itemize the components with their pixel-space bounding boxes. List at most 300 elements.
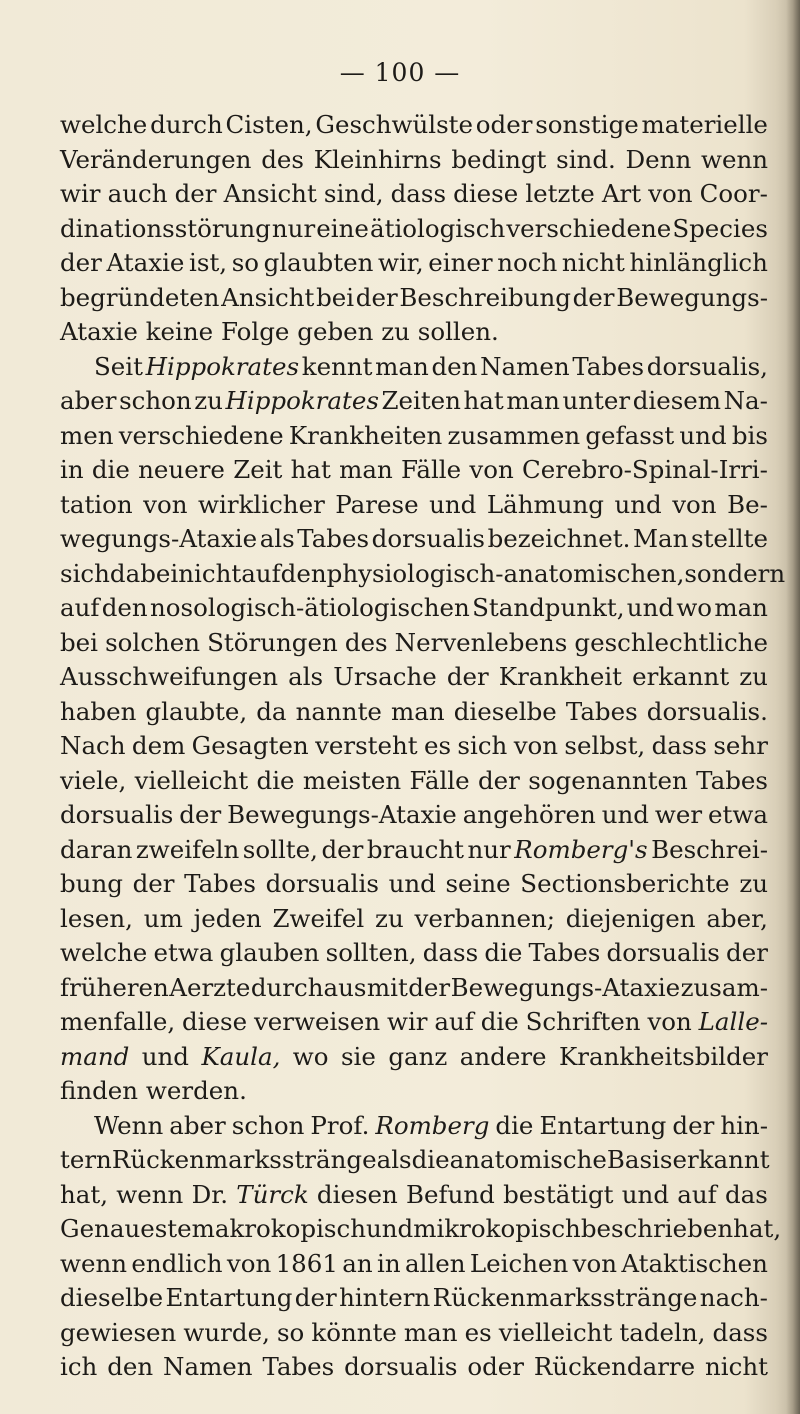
word: dieselbe [60, 1283, 164, 1312]
word: Tabes [297, 524, 370, 553]
word: selbst, [564, 731, 646, 760]
word: zu [739, 662, 768, 691]
word: Tabes [696, 765, 768, 795]
word: aber [169, 1110, 226, 1140]
italic-name: Hippokrates [225, 386, 379, 415]
word: unter [562, 386, 631, 415]
text-line [60, 419, 768, 454]
word: und [679, 420, 727, 450]
text-line [60, 936, 768, 971]
word: Zweifel [272, 903, 365, 933]
word: da [256, 696, 287, 726]
word: verschiedene [506, 213, 672, 243]
word: dinationsstörung [60, 213, 271, 243]
word: Beschrei- [651, 834, 768, 864]
word: Krankheitsbilder [558, 1041, 768, 1071]
text-line [60, 108, 768, 143]
word: von [647, 1007, 692, 1036]
word: hintern [339, 1283, 431, 1312]
word: diese [182, 1007, 248, 1036]
text-line [60, 1143, 768, 1178]
word: sehr [713, 731, 768, 760]
text-line [60, 384, 768, 419]
word: auf [241, 558, 281, 588]
word: wo [676, 593, 713, 622]
word: Bewegungs-Ataxie [450, 972, 681, 1002]
word: den [280, 558, 327, 588]
word: einer [428, 248, 493, 277]
word: zusam- [680, 972, 768, 1002]
text-line [60, 1316, 768, 1351]
word: mikrokopisch [413, 1214, 581, 1243]
text-line [60, 557, 786, 592]
word: Tabes [565, 696, 638, 726]
word: noch [497, 248, 558, 277]
word: sich [457, 731, 508, 760]
word: Befund [406, 1179, 495, 1209]
word: Nervenlebens [394, 627, 568, 657]
word: des [344, 627, 388, 657]
word: glauben [219, 938, 320, 967]
word: bei [60, 627, 99, 657]
word: Sectionsberichte [520, 869, 730, 898]
word: die [484, 938, 523, 967]
word: Ausschweifungen [60, 662, 279, 691]
word: anatomische [449, 1145, 607, 1174]
text-line [60, 1350, 768, 1385]
text-line [60, 177, 768, 212]
word: stellte [691, 524, 768, 553]
word: etwa [708, 800, 768, 829]
word: hat [463, 386, 504, 415]
word: der [572, 282, 615, 312]
word: glaubten [263, 248, 374, 277]
word: schon [231, 1110, 305, 1140]
word: dorsualis [344, 1352, 458, 1381]
word: menfalle, [60, 1007, 176, 1036]
text-line [60, 143, 768, 178]
text-line [60, 1178, 768, 1213]
word: der [477, 765, 520, 795]
word: Lähmung [486, 489, 604, 519]
word: vielleicht [134, 765, 249, 795]
text-line [60, 1109, 768, 1144]
word: Krankheiten [288, 420, 443, 450]
word: wer [654, 800, 703, 829]
word: schon [119, 386, 192, 415]
word: von [143, 489, 188, 519]
word: nicht [178, 558, 242, 588]
word: als [376, 1145, 412, 1174]
word: der [174, 179, 217, 208]
word: Veränderungen [60, 144, 252, 174]
text-line [60, 246, 768, 281]
word: dorsualis [606, 938, 720, 967]
word: dorsualis [265, 869, 379, 898]
word: Rückenmarksstränge [111, 1145, 377, 1174]
word: diesem [632, 386, 722, 415]
word: sind. [556, 144, 616, 174]
word: man [403, 1317, 458, 1347]
word: geben [297, 317, 374, 346]
word: tadeln, [619, 1317, 706, 1347]
word: solchen [105, 627, 201, 657]
text-line [60, 1074, 768, 1109]
word: von [513, 731, 559, 760]
word: dorsualis [371, 524, 485, 553]
word: endlich [131, 1248, 223, 1278]
word: der [321, 834, 364, 864]
word: um [143, 903, 183, 933]
word: Störungen [207, 627, 338, 657]
word: gefasst [585, 420, 675, 450]
italic-name: Lalle- [698, 1007, 768, 1036]
word: ich [60, 1352, 98, 1381]
word: finden [60, 1076, 139, 1105]
page-number: — 100 — [339, 58, 461, 87]
word: Folge [221, 317, 290, 346]
word: meisten [302, 765, 402, 795]
word: der [408, 972, 451, 1002]
word: glaubte, [145, 696, 248, 726]
word: sich [60, 558, 110, 588]
word: es [424, 731, 452, 760]
word: ätiologisch [370, 213, 506, 243]
italic-name: Romberg's [514, 834, 648, 864]
word: lesen, [60, 903, 133, 933]
word: 1861 [275, 1248, 338, 1278]
word: bis [731, 420, 768, 450]
word: die [480, 1007, 519, 1036]
word: dass [712, 1317, 768, 1347]
word: Cisten, [225, 110, 313, 139]
word: der [294, 1283, 337, 1312]
word: könnte [311, 1317, 397, 1347]
word: haben [60, 696, 137, 726]
word: ist, [189, 248, 228, 277]
word: aber [60, 386, 117, 415]
word: viele, [60, 765, 127, 795]
word: dem [131, 731, 186, 760]
word: Kleinhirns [313, 144, 442, 174]
word: Fälle [409, 765, 470, 795]
word: dabei [109, 558, 179, 588]
word: der [355, 282, 398, 312]
word: bung [60, 869, 123, 898]
word: auf [677, 1179, 717, 1209]
word: wenn [60, 1248, 128, 1278]
word: so [276, 1317, 305, 1347]
word: daran [60, 834, 133, 864]
word: Namen [163, 1352, 253, 1381]
word: letzte [525, 179, 595, 208]
word: man [506, 386, 560, 415]
word: sonstige [535, 110, 639, 139]
word: begründeten [60, 282, 220, 312]
word: physiologisch-anatomischen, [326, 558, 685, 588]
text-line [60, 695, 768, 730]
word: und [388, 869, 436, 898]
word: Basis [606, 1145, 673, 1174]
word: nannte [295, 696, 382, 726]
word: Rückendarre [533, 1352, 696, 1381]
word: dass [422, 938, 479, 967]
word: in [60, 455, 84, 484]
word: hinlänglich [629, 248, 768, 277]
word: dieselbe [453, 696, 557, 726]
text-line [60, 833, 768, 868]
word: aber, [706, 903, 768, 933]
word: zusammen [447, 420, 581, 450]
word: durchaus [250, 972, 367, 1002]
word: Ansicht [221, 282, 315, 312]
word: jeden [193, 903, 262, 933]
word: Dr. [191, 1179, 229, 1209]
word: wir [387, 1007, 428, 1036]
word: so [231, 248, 260, 277]
word: von [648, 179, 693, 208]
word: wenn [116, 1179, 184, 1209]
word: der [672, 1110, 715, 1140]
text-line [60, 729, 768, 764]
word: von [672, 489, 717, 519]
word: des [261, 144, 304, 174]
text-line [60, 626, 768, 661]
word: andere [459, 1041, 547, 1071]
word: Tabes [184, 869, 256, 898]
page-edge-shadow [786, 0, 800, 1414]
word: wir, [378, 248, 424, 277]
word: wenn [700, 144, 768, 174]
word: und [614, 489, 662, 519]
word: den [431, 351, 478, 381]
word: von [469, 455, 514, 484]
word: Ataxie [106, 248, 185, 277]
word: auf [60, 593, 100, 622]
word: geschlechtliche [574, 627, 768, 657]
word: wurde, [183, 1317, 270, 1347]
word: mit [366, 972, 408, 1002]
word: der [446, 662, 489, 691]
word: man [375, 351, 429, 381]
word: Entartung [165, 1283, 293, 1312]
word: Bewegungs- [616, 282, 768, 312]
word: Tabes [528, 938, 601, 967]
word: Na- [723, 386, 768, 415]
word: der [179, 800, 222, 829]
word: men [60, 420, 114, 450]
word: Krankheit [498, 662, 623, 691]
word: Zeit [233, 455, 283, 484]
word: dorsualis [60, 800, 174, 829]
word: dass [390, 179, 447, 208]
word: Aerzte [169, 972, 251, 1002]
text-line [60, 488, 768, 523]
word: als [288, 662, 324, 691]
word: Denn [625, 144, 692, 174]
word: Art [601, 179, 642, 208]
word: Seit [94, 351, 143, 381]
word: wir [60, 179, 101, 208]
word: versteht [315, 731, 418, 760]
word: sind, [323, 179, 384, 208]
text-line [60, 1212, 782, 1247]
word: in [377, 1248, 401, 1278]
word: Gesagten [191, 731, 309, 760]
word: sollte, [242, 834, 318, 864]
word: sie [340, 1041, 376, 1071]
word: sogenannten [528, 765, 688, 795]
text-line [60, 591, 768, 626]
word: zweifeln [135, 834, 240, 864]
word: auch [107, 179, 168, 208]
word: und [621, 1179, 670, 1209]
text-line [60, 350, 768, 385]
text-line [60, 1281, 768, 1316]
word: seine [445, 869, 511, 898]
text-line [60, 281, 768, 316]
word: diejenigen [565, 903, 696, 933]
word: sollen. [417, 317, 499, 346]
word: oder [467, 1352, 524, 1381]
word: Prof. [310, 1110, 370, 1140]
word: verweisen [253, 1007, 381, 1036]
word: nur [271, 213, 316, 243]
word: sondern [684, 558, 786, 588]
word: Standpunkt, [472, 593, 625, 622]
text-line [60, 971, 768, 1006]
word: bedingt [451, 144, 547, 174]
word: von [572, 1248, 617, 1278]
text-line [60, 867, 768, 902]
word: Species [672, 213, 768, 243]
word: Wenn [94, 1110, 164, 1140]
word: Coor- [699, 179, 768, 208]
word: nicht [561, 248, 625, 277]
word: Bewegungs-Ataxie [227, 800, 457, 829]
word: sollten, [325, 938, 417, 967]
word: zu [739, 869, 768, 898]
word: makrokopisch [191, 1214, 366, 1243]
word: hat, [60, 1179, 109, 1209]
text-line [60, 212, 768, 247]
word: das [725, 1179, 768, 1209]
word: die [411, 1145, 450, 1174]
word: tation [60, 489, 133, 519]
word: hat, [733, 1214, 782, 1243]
word: tern [60, 1145, 112, 1174]
word: auf [434, 1007, 474, 1036]
word: als [259, 524, 295, 553]
word: Ursache [333, 662, 437, 691]
word: zu [194, 386, 223, 415]
italic-name: mand [60, 1041, 130, 1071]
body-text [60, 108, 786, 1385]
word: dass [651, 731, 707, 760]
word: werden. [145, 1076, 247, 1105]
word: und [626, 593, 675, 622]
text-line [60, 764, 768, 799]
word: nach- [699, 1283, 768, 1312]
word: und [601, 800, 649, 829]
word: verbannen; [414, 903, 555, 933]
word: hin- [720, 1110, 768, 1140]
word: braucht [366, 834, 464, 864]
word: man [714, 593, 768, 622]
word: Entartung [539, 1110, 667, 1140]
word: bestätigt [503, 1179, 614, 1209]
word: allen [404, 1248, 466, 1278]
word: den [107, 1352, 154, 1381]
word: Man [632, 524, 689, 553]
word: es [464, 1317, 492, 1347]
word: oder [475, 110, 533, 139]
word: durch [150, 110, 223, 139]
word: angehören [462, 800, 596, 829]
word: Beschreibung [399, 282, 571, 312]
word: kennt [301, 351, 373, 381]
word: welche [60, 938, 148, 967]
text-line [60, 660, 768, 695]
word: gewiesen [60, 1317, 177, 1347]
italic-name: Kaula, [201, 1041, 281, 1071]
word: früheren [60, 972, 169, 1002]
word: beschrieben [580, 1214, 734, 1243]
word: und [366, 1214, 414, 1243]
word: der [132, 869, 175, 898]
word: bei [316, 282, 355, 312]
word: Ansicht [223, 179, 317, 208]
word: materielle [641, 110, 768, 139]
word: von [226, 1248, 272, 1278]
word: ganz [388, 1041, 448, 1071]
text-line [60, 1040, 768, 1075]
word: Ataktischen [621, 1248, 768, 1278]
word: nur [467, 834, 511, 864]
word: man [391, 696, 445, 726]
word: diese [453, 179, 519, 208]
word: Parese [335, 489, 419, 519]
word: hat [290, 455, 331, 484]
text-line [60, 522, 768, 557]
word: Cerebro-Spinal-Irri- [522, 455, 768, 484]
word: nosologisch-ätiologischen [150, 593, 470, 622]
word: Zeiten [381, 386, 461, 415]
italic-name: Romberg [375, 1110, 490, 1140]
word: Genaueste [60, 1214, 192, 1243]
word: verschiedene [118, 420, 284, 450]
word: und [429, 489, 477, 519]
word: an [342, 1248, 373, 1278]
word: der [726, 938, 768, 967]
word: eine [316, 213, 369, 243]
word: neuere [138, 455, 225, 484]
word: Ataxie [60, 317, 138, 346]
text-line [60, 453, 768, 488]
word: der [60, 248, 102, 277]
word: wirklicher [198, 489, 325, 519]
word: Geschwülste [315, 110, 474, 139]
text-line [60, 1005, 768, 1040]
word: Fälle [401, 455, 462, 484]
word: Schriften [525, 1007, 641, 1036]
word: dorsualis. [646, 696, 768, 726]
word: die [495, 1110, 534, 1140]
word: keine [145, 317, 214, 346]
text-line [60, 798, 768, 833]
italic-name: Hippokrates [145, 351, 300, 381]
text-line [60, 1247, 768, 1282]
